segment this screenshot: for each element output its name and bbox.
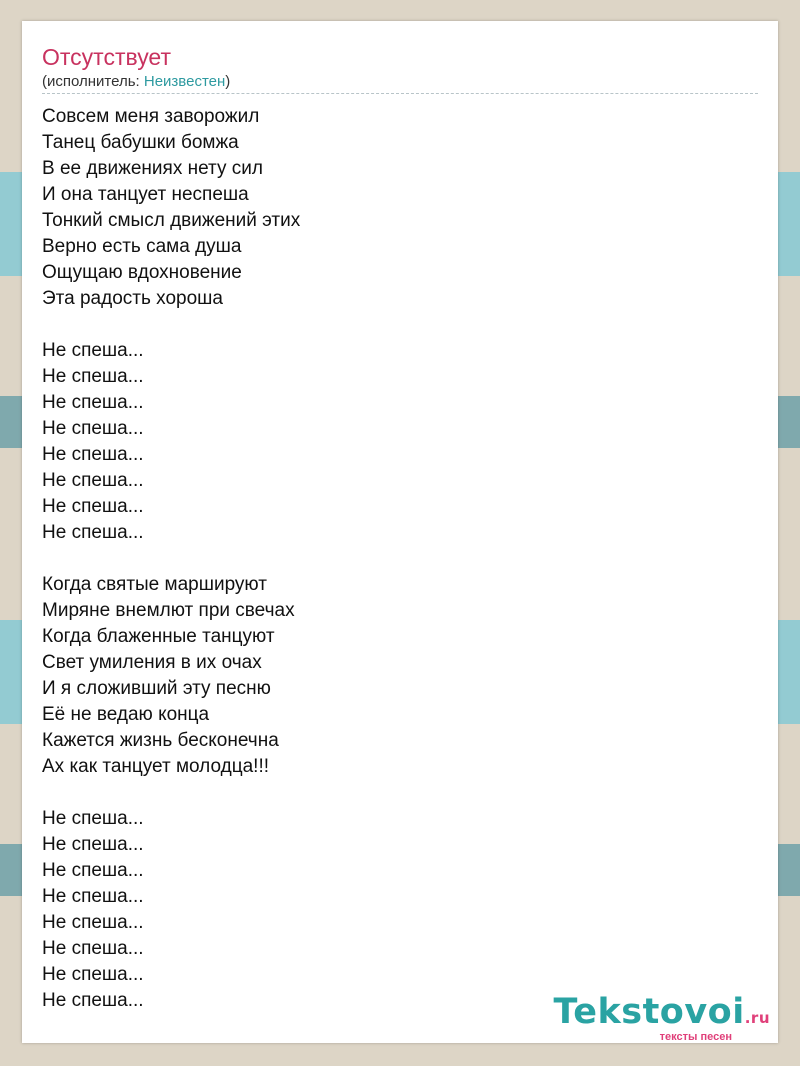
lyric-line: Ощущаю вдохновение: [42, 262, 242, 283]
lyric-line: Когда блаженные танцуют: [42, 626, 275, 647]
stanza-gap: [42, 546, 300, 572]
chorus-2: [42, 806, 300, 1014]
logo-name: Tekstovoi: [553, 992, 745, 1032]
chorus-1: [42, 338, 300, 546]
lyric-line: Не спеша...: [42, 938, 144, 959]
lyric-line: Не спеша...: [42, 808, 144, 829]
lyric-line: Не спеша...: [42, 496, 144, 517]
lyric-line: Не спеша...: [42, 964, 144, 985]
lyric-line: Кажется жизнь бесконечна: [42, 730, 279, 751]
lyrics-card: [22, 21, 778, 1043]
lyric-line: И я сложивший эту песню: [42, 678, 271, 699]
lyric-line: Совсем меня заворожил: [42, 106, 260, 127]
lyric-line: Тонкий смысл движений этих: [42, 210, 301, 231]
lyrics-text: [42, 104, 300, 1014]
lyric-line: Не спеша...: [42, 470, 144, 491]
lyric-line: Эта радость хороша: [42, 288, 223, 309]
lyric-line: Не спеша...: [42, 834, 144, 855]
lyric-line: Танец бабушки бомжа: [42, 132, 239, 153]
artist-prefix: (исполнитель:: [42, 73, 144, 90]
artist-suffix: ): [225, 73, 231, 90]
lyric-line: И она танцует неспеша: [42, 184, 249, 205]
lyric-line: Её не ведаю конца: [42, 704, 210, 725]
logo-tld: .ru: [744, 1009, 770, 1027]
lyric-line: Миряне внемлют при свечах: [42, 600, 295, 621]
lyric-line: Не спеша...: [42, 912, 144, 933]
lyric-line: Не спеша...: [42, 522, 144, 543]
lyric-line: Когда святые маршируют: [42, 574, 267, 595]
lyric-line: Не спеша...: [42, 444, 144, 465]
divider: [42, 93, 758, 94]
lyric-line: Свет умиления в их очах: [42, 652, 262, 673]
stanza-gap: [42, 780, 300, 806]
verse-1: [42, 104, 300, 312]
verse-2: [42, 572, 300, 780]
lyric-line: Не спеша...: [42, 340, 144, 361]
site-logo[interactable]: [554, 993, 771, 1043]
artist-line: [42, 73, 230, 91]
lyric-line: Не спеша...: [42, 366, 144, 387]
lyric-line: Верно есть сама душа: [42, 236, 242, 257]
artist-link[interactable]: Неизвестен: [143, 73, 226, 90]
lyric-line: Не спеша...: [42, 392, 144, 413]
song-title: Отсутствует: [42, 44, 171, 70]
lyric-line: Не спеша...: [42, 990, 144, 1011]
logo-tagline: тексты песен: [659, 1031, 732, 1043]
lyric-line: Не спеша...: [42, 886, 144, 907]
lyric-line: Ах как танцует молодца!!!: [42, 756, 270, 777]
stanza-gap: [42, 312, 300, 338]
lyric-line: Не спеша...: [42, 860, 144, 881]
lyric-line: В ее движениях нету сил: [42, 158, 263, 179]
lyric-line: Не спеша...: [42, 418, 144, 439]
